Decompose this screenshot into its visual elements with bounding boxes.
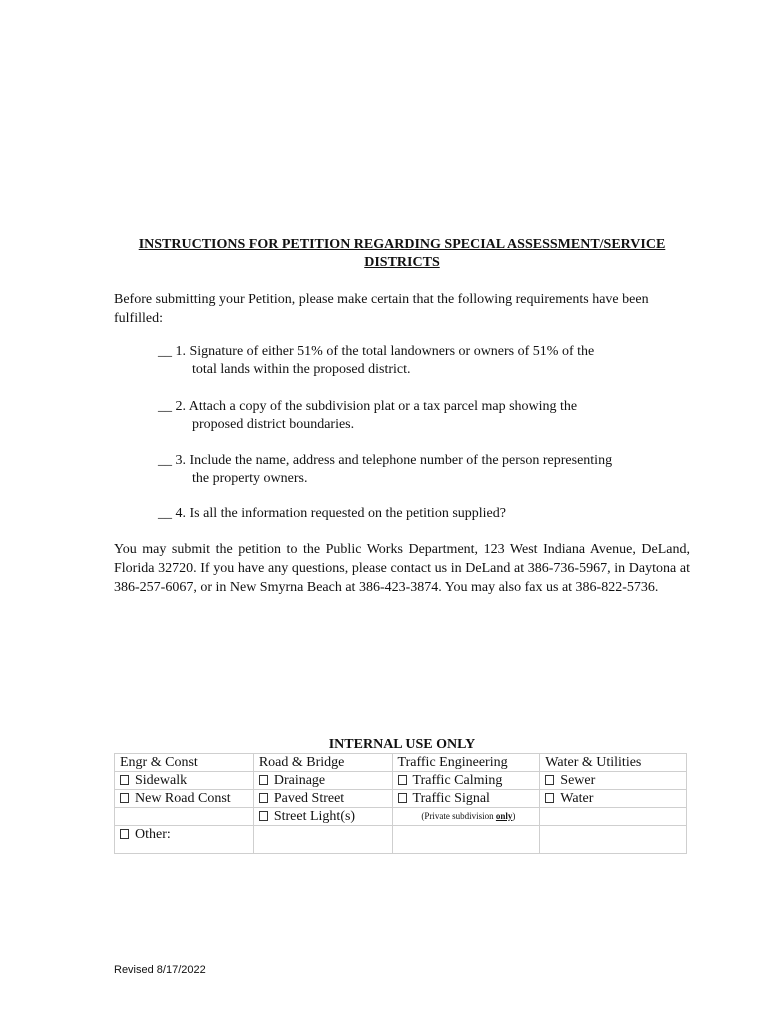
- requirement-line: __ 1. Signature of either 51% of the total landowners or owners of 51% of the: [158, 344, 595, 359]
- requirement-item: [158, 452, 678, 488]
- empty-cell: [540, 808, 687, 826]
- checkbox[interactable]: [120, 775, 129, 785]
- checkbox-label: Traffic Signal: [412, 791, 490, 806]
- table-header-row: [115, 754, 687, 772]
- private-subdivision-note: (Private subdivision only): [421, 811, 516, 821]
- checkbox-cell: [253, 790, 392, 808]
- checkbox-label: Traffic Calming: [412, 773, 503, 788]
- empty-cell: [540, 826, 687, 854]
- checkbox-cell: [540, 790, 687, 808]
- table-row: [115, 808, 687, 826]
- internal-use-table: [114, 753, 687, 854]
- requirement-line: __ 3. Include the name, address and telephone number of the person representing: [158, 453, 613, 468]
- checkbox-label: New Road Const: [135, 791, 231, 806]
- checkbox-cell: [115, 772, 254, 790]
- checkbox-cell: [392, 772, 540, 790]
- checkbox-cell: [115, 826, 254, 854]
- intro-paragraph: Before submitting your Petition, please make certain that the following requirements have been fulfilled:: [114, 292, 649, 326]
- checkbox[interactable]: [120, 829, 129, 839]
- checkbox[interactable]: [545, 793, 554, 803]
- checkbox[interactable]: [398, 793, 407, 803]
- requirement-line: __ 2. Attach a copy of the subdivision plat or a tax parcel map showing the: [158, 399, 578, 414]
- title-line-2: DISTRICTS: [364, 255, 440, 270]
- note-cell: [392, 808, 540, 826]
- checkbox-label: Paved Street: [273, 791, 345, 806]
- contact-paragraph: You may submit the petition to the Public Works Department, 123 West Indiana Avenue, DeLand, Florida 32720. If you have any questions, please contact us in DeLand at 386-736-5967, in Daytona at 386-257-6067, or in New Smyrna Beach at 386-423-3874. You may also fax us at 386-822-5736.: [114, 542, 690, 595]
- checkbox-cell: [115, 790, 254, 808]
- requirement-line: proposed district boundaries.: [192, 417, 355, 432]
- requirement-item: [158, 343, 678, 379]
- requirement-line: __ 4. Is all the information requested on the petition supplied?: [158, 506, 506, 521]
- checkbox-label: Drainage: [273, 773, 326, 788]
- checkbox-cell: [540, 772, 687, 790]
- column-header: Traffic Engineering: [392, 754, 540, 772]
- checkbox-label: Sewer: [560, 773, 596, 788]
- checkbox-label: Water: [560, 791, 594, 806]
- checkbox[interactable]: [259, 811, 268, 821]
- other-label: Other:: [135, 827, 171, 842]
- revision-date: Revised 8/17/2022: [114, 964, 206, 976]
- checkbox[interactable]: [398, 775, 407, 785]
- checkbox-label: Sidewalk: [135, 773, 188, 788]
- table-row: [115, 790, 687, 808]
- column-header: Engr & Const: [115, 754, 254, 772]
- empty-cell: [253, 826, 392, 854]
- checkbox-cell: [253, 772, 392, 790]
- internal-use-title: INTERNAL USE ONLY: [328, 737, 476, 752]
- note-emphasis: only: [495, 811, 513, 821]
- empty-cell: [115, 808, 254, 826]
- empty-cell: [392, 826, 540, 854]
- checkbox[interactable]: [259, 793, 268, 803]
- checkbox-label: Street Light(s): [273, 809, 356, 824]
- requirement-line: the property owners.: [192, 471, 308, 486]
- requirement-item: [158, 505, 678, 523]
- column-header: Water & Utilities: [540, 754, 687, 772]
- checkbox[interactable]: [545, 775, 554, 785]
- table-row: [115, 772, 687, 790]
- checkbox[interactable]: [259, 775, 268, 785]
- column-header: Road & Bridge: [253, 754, 392, 772]
- requirement-line: total lands within the proposed district.: [192, 362, 411, 377]
- table-row: [115, 826, 687, 854]
- checkbox[interactable]: [120, 793, 129, 803]
- title-line-1: INSTRUCTIONS FOR PETITION REGARDING SPECIAL ASSESSMENT/SERVICE: [138, 237, 666, 252]
- checkbox-cell: [253, 808, 392, 826]
- checkbox-cell: [392, 790, 540, 808]
- page-title: [114, 236, 690, 272]
- requirement-item: [158, 398, 678, 434]
